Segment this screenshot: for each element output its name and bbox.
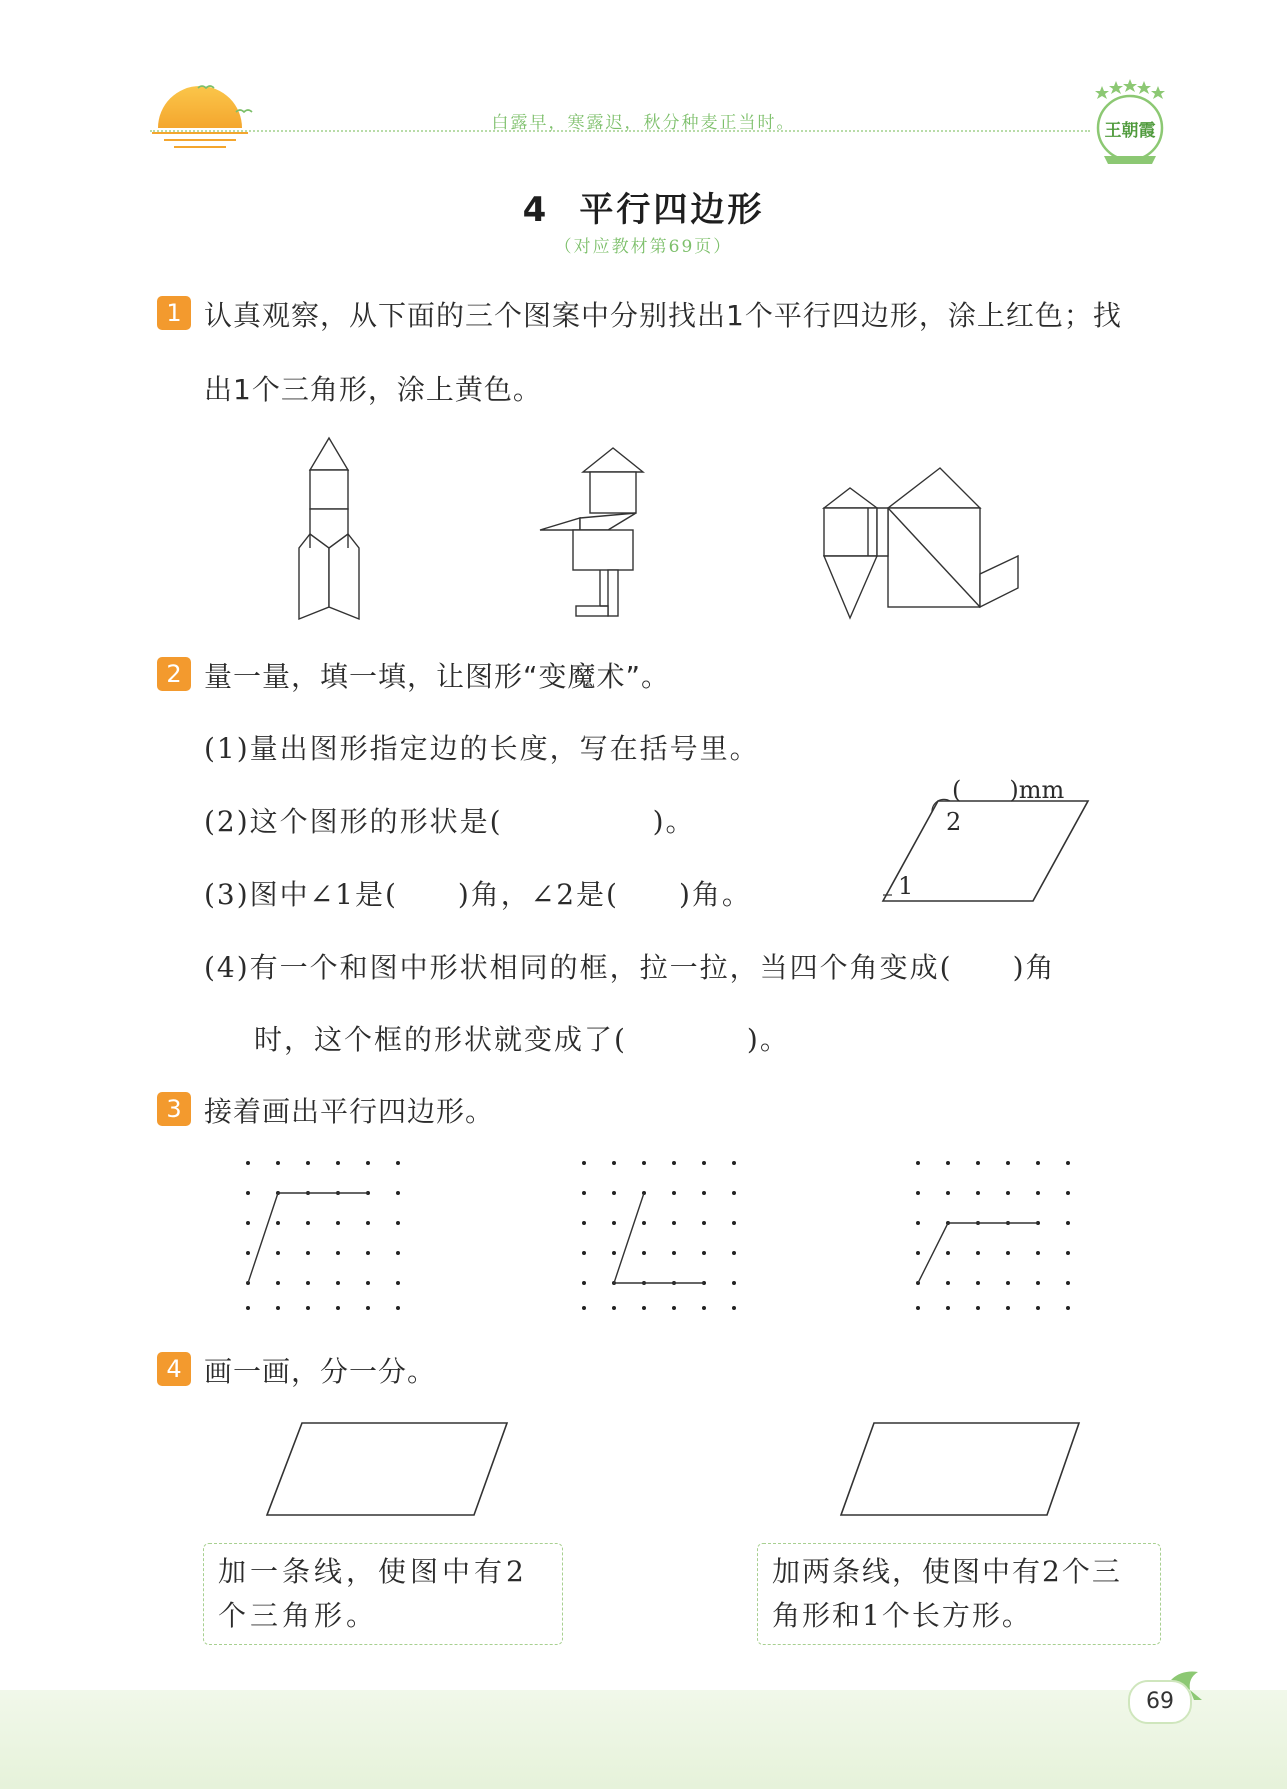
q4-box2-line2: 角形和1个长方形。: [772, 1599, 1032, 1632]
angle-1-label: 1: [898, 872, 914, 900]
question-number-4: 4: [157, 1352, 191, 1386]
q3-text: 接着画出平行四边形。: [204, 1095, 495, 1128]
header-motto: 白露早，寒露迟，秋分种麦正当时。: [491, 113, 796, 133]
q4-parallelogram-2[interactable]: [836, 1420, 1086, 1520]
q2-text: 量一量，填一填，让图形“变魔术”。: [204, 660, 671, 693]
pattern-rocket[interactable]: [290, 435, 370, 625]
q4-box1-line2: 个三角形。: [218, 1599, 379, 1632]
page-title: [0, 182, 1287, 231]
pattern-bird[interactable]: [538, 446, 648, 626]
q4-box2-line1: 加两条线，使图中有2个三: [772, 1555, 1122, 1588]
q4-instruction-box-2: [757, 1543, 1161, 1645]
q4-instruction-box-1: [203, 1543, 563, 1645]
q2-sub2[interactable]: (2)这个图形的形状是( )。: [204, 805, 696, 838]
footer-background: [0, 1690, 1287, 1789]
dot-grid-3[interactable]: [910, 1155, 1080, 1315]
q2-sub3[interactable]: (3)图中∠1是( )角，∠2是( )角。: [204, 878, 752, 911]
dot-grid-2[interactable]: [576, 1155, 746, 1315]
q2-sub4-line1[interactable]: (4)有一个和图中形状相同的框，拉一拉，当四个角变成( )角: [204, 951, 1056, 984]
lesson-number: 4: [522, 190, 550, 230]
q2-sub4-line2[interactable]: 时，这个框的形状就变成了( )。: [254, 1023, 790, 1056]
q1-text-line2: 出1个三角形，涂上黄色。: [204, 373, 542, 406]
question-number-2: 2: [157, 657, 191, 691]
page-number: 69: [1128, 1680, 1192, 1724]
q4-box1-line1: 加一条线，使图中有2: [218, 1555, 528, 1588]
q4-parallelogram-1[interactable]: [262, 1420, 512, 1520]
q2-side-length-blank[interactable]: ( )mm: [952, 776, 1065, 804]
dot-grid-1[interactable]: [240, 1155, 410, 1315]
textbook-reference: （对应教材第69页）: [554, 237, 733, 257]
lesson-title: 平行四边形: [579, 190, 765, 230]
q4-text: 画一画，分一分。: [204, 1355, 437, 1388]
question-number-3: 3: [157, 1092, 191, 1126]
q1-text-line1: 认真观察，从下面的三个图案中分别找出1个平行四边形，涂上红色；找: [204, 299, 1122, 332]
question-number-1: 1: [157, 296, 191, 330]
pattern-house[interactable]: [822, 466, 1022, 626]
q2-sub1: (1)量出图形指定边的长度，写在括号里。: [204, 732, 760, 765]
angle-2-label: 2: [946, 808, 962, 836]
publisher-logo-text: 王朝霞: [1104, 121, 1156, 141]
